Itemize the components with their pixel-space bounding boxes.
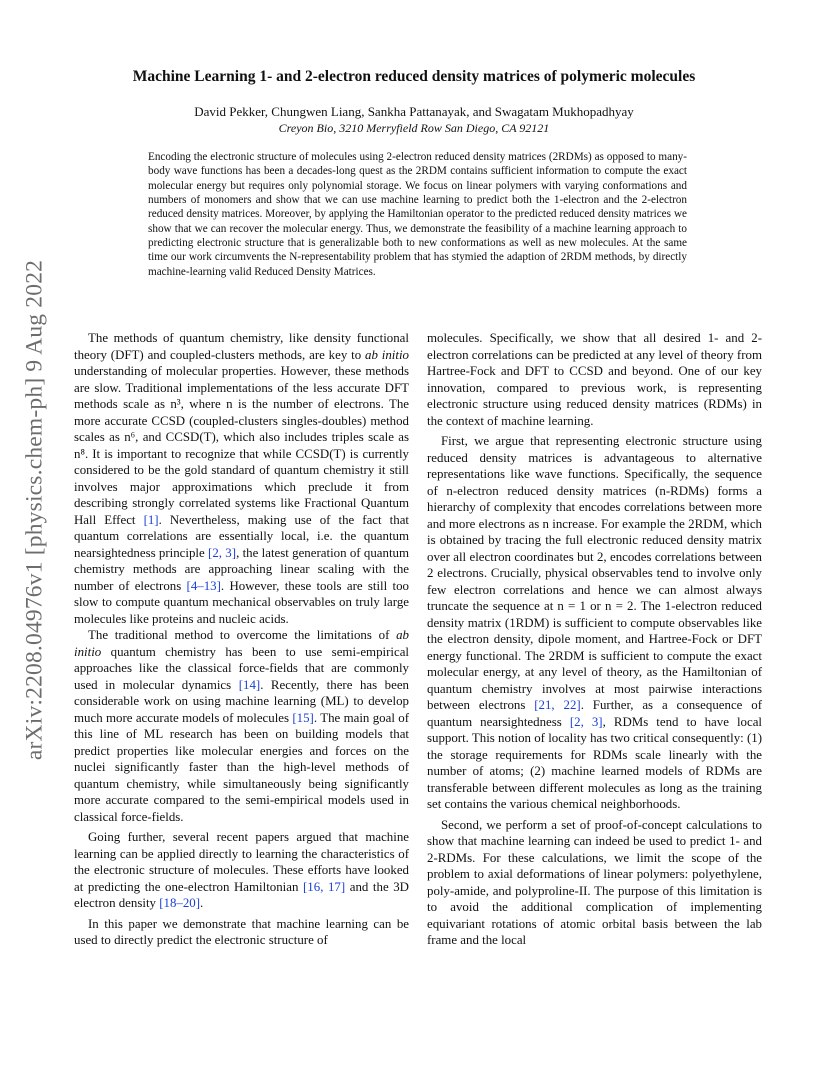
text: Going further, several recent papers argued that machine learning can be applied directly to learning the characteristics of the electronic structure of molecules. These efforts have looked at predicting the one-electron Hamiltonian (74, 830, 409, 894)
text: . However, these tools are still too slow to compute quantum mechanical observables on truly large molecules like proteins and nucleic acids. (74, 578, 409, 626)
text: understanding of molecular properties. However, these methods are slow. Traditional implementations of the less accurate DFT methods scale as n³, where n is the number of electrons. The more accurate CCSD (coupled-clusters singles-doubles) method scales as n⁶, and CCSD(T), which also includes triples scale as n⁸. It is important to recognize that while CCSD(T) is currently considered to be the gold standard of quantum chemistry it still involves major approximations which preclude it from describing strongly correlated systems like Fractional Quantum Hall Effect (74, 364, 409, 527)
text: and the 3D electron density (74, 879, 409, 910)
text: . Nevertheless, making use of the fact that quantum correlations are essentially local, i.e. the quantum nearsightedness principle (74, 512, 409, 560)
arxiv-identifier (14, 240, 56, 780)
citation-link[interactable]: [14] (238, 677, 261, 692)
text: quantum chemistry has been to use semi-empirical approaches like the classical force-fields that are commonly used in molecular dynamics (74, 644, 409, 692)
citation-link[interactable]: [21, 22] (534, 698, 581, 712)
text: Second, we perform a set of proof-of-concept calculations to show that machine learning can indeed be used to predict 1- and 2-RDMs. For these calculations, we limit the scope of the problem to axial deformations of linear polymers: polyethylene, poly-amide, and polyproline-II. The purpose of this limitation is to avoid the additional complication of implementing equivariant rotations of atomic orbital basis between the lab frame and the local (427, 817, 762, 947)
italic-text: ab initio (365, 347, 409, 362)
paragraph (427, 330, 762, 429)
citation-link[interactable]: [18–20] (159, 896, 201, 910)
citation-link[interactable]: [4–13] (186, 578, 221, 593)
left-column (74, 330, 409, 949)
right-column (427, 330, 762, 949)
italic-text: ab initio (74, 628, 409, 659)
author-list: David Pekker, Chungwen Liang, Sankha Pattanayak, and Swagatam Mukhopadhyay (194, 104, 634, 119)
abstract: Encoding the electronic structure of molecules using 2-electron reduced density matrices (2RDMs) as opposed to many-body wave functions has been a decades-long quest as the 2RDM contains sufficient information to compute the exact molecular energy but requires only polynomial storage. We focus on linear polymers with varying conformations and numbers of monomers and show that we can use machine learning to predict both the 1-electron and the 2-electron reduced density matrices. Moreover, by applying the Hamiltonian operator to the predicted reduced density matrices we show that we can recover the molecular energy. Thus, we demonstrate the feasibility of a machine learning approach to predicting electronic structure that is generalizable both to new conformations as well as new molecules. At the same time our work circumvents the N-representability problem that has stymied the adaption of 2RDM methods, by directly machine-learning valid Reduced Density Matrices. (148, 151, 687, 278)
text: , the latest generation of quantum chemistry methods are approaching linear scaling with the number of electrons (74, 545, 410, 593)
affiliation: Creyon Bio, 3210 Merryfield Row San Diego, CA 92121 (278, 121, 550, 135)
paragraph (427, 817, 762, 949)
citation-link[interactable]: [2, 3] (208, 545, 237, 560)
citation-link[interactable]: [2, 3] (569, 714, 603, 729)
paragraph (74, 330, 409, 627)
text: In this paper we demonstrate that machine learning can be used to directly predict the electronic structure of (74, 916, 409, 947)
text: The methods of quantum chemistry, like density functional theory (DFT) and coupled-clusters methods, are key to (74, 331, 409, 362)
text: . The main goal of this line of ML research has been on building models that predict properties like molecular energies and forces on the nuclei significantly faster than the high-level methods of quantum chemistry, while simultaneously being significantly more accurate compared to the semi-empirical models used in classical force-fields. (74, 710, 409, 824)
paper-title: Machine Learning 1- and 2-electron reduced density matrices of polymeric molecules (132, 68, 696, 85)
citation-link[interactable]: [16, 17] (303, 879, 346, 894)
text: , RDMs tend to have local support. This notion of locality has two critical consequently: (1) the storage requirements for RDMs scale linearly with the number of atoms; (2) machine learned models of RDMs are transferable between different molecules as long as the training set contains the various chemical neighborhoods. (427, 714, 763, 811)
paragraph (74, 916, 409, 949)
text: . (200, 896, 204, 910)
text: . Recently, there has been considerable work on using machine learning (ML) to develop much more accurate models of molecules (74, 677, 409, 725)
paragraph (74, 627, 409, 825)
citation-link[interactable]: [1] (143, 512, 159, 527)
arxiv-identifier-text: arXiv:2208.04976v1 [physics.chem-ph] 9 Aug 2022 (21, 259, 48, 761)
text: molecules. Specifically, we show that all desired 1- and 2-electron correlations can be predicted at any level of theory from Hartree-Fock and DFT to CCSD and beyond. One of our key innovation, compared to previous work, is representing electronic structure using reduced density matrices (RDMs) in the context of machine learning. (427, 331, 762, 428)
paragraph (427, 433, 762, 813)
text: The traditional method to overcome the limitations of (88, 628, 397, 642)
citation-link[interactable]: [15] (292, 710, 314, 725)
paragraph (74, 829, 409, 912)
text: First, we argue that representing electronic structure using reduced density matrices is advantageous to alternative representations like wave functions. Specifically, the sequence of n-electron reduced density matrices (n-RDMs) forms a hierarchy of complexity that encodes correlations between more and more electrons as n increase. For example the 2RDM, which is obtained by tracing the full electronic reduced density matrix over all electron coordinates but 2, encodes correlations between 2 electrons. Crucially, physical observables tend to involve only few electron correlations and hence we can almost always truncate the sequence at n = 1 or n = 2. The 1-electron reduced density matrix (1RDM) is sufficient to compute observables like the electron density, dipole moment, and Hartree-Fock or DFT energy functional. The 2RDM is sufficient to compute the exact molecular energy, at any level of theory, as the Hamiltonian of quantum chemistry involves at most pairwise interactions between electrons (427, 434, 762, 712)
text: . Further, as a consequence of quantum nearsightedness (427, 698, 763, 729)
